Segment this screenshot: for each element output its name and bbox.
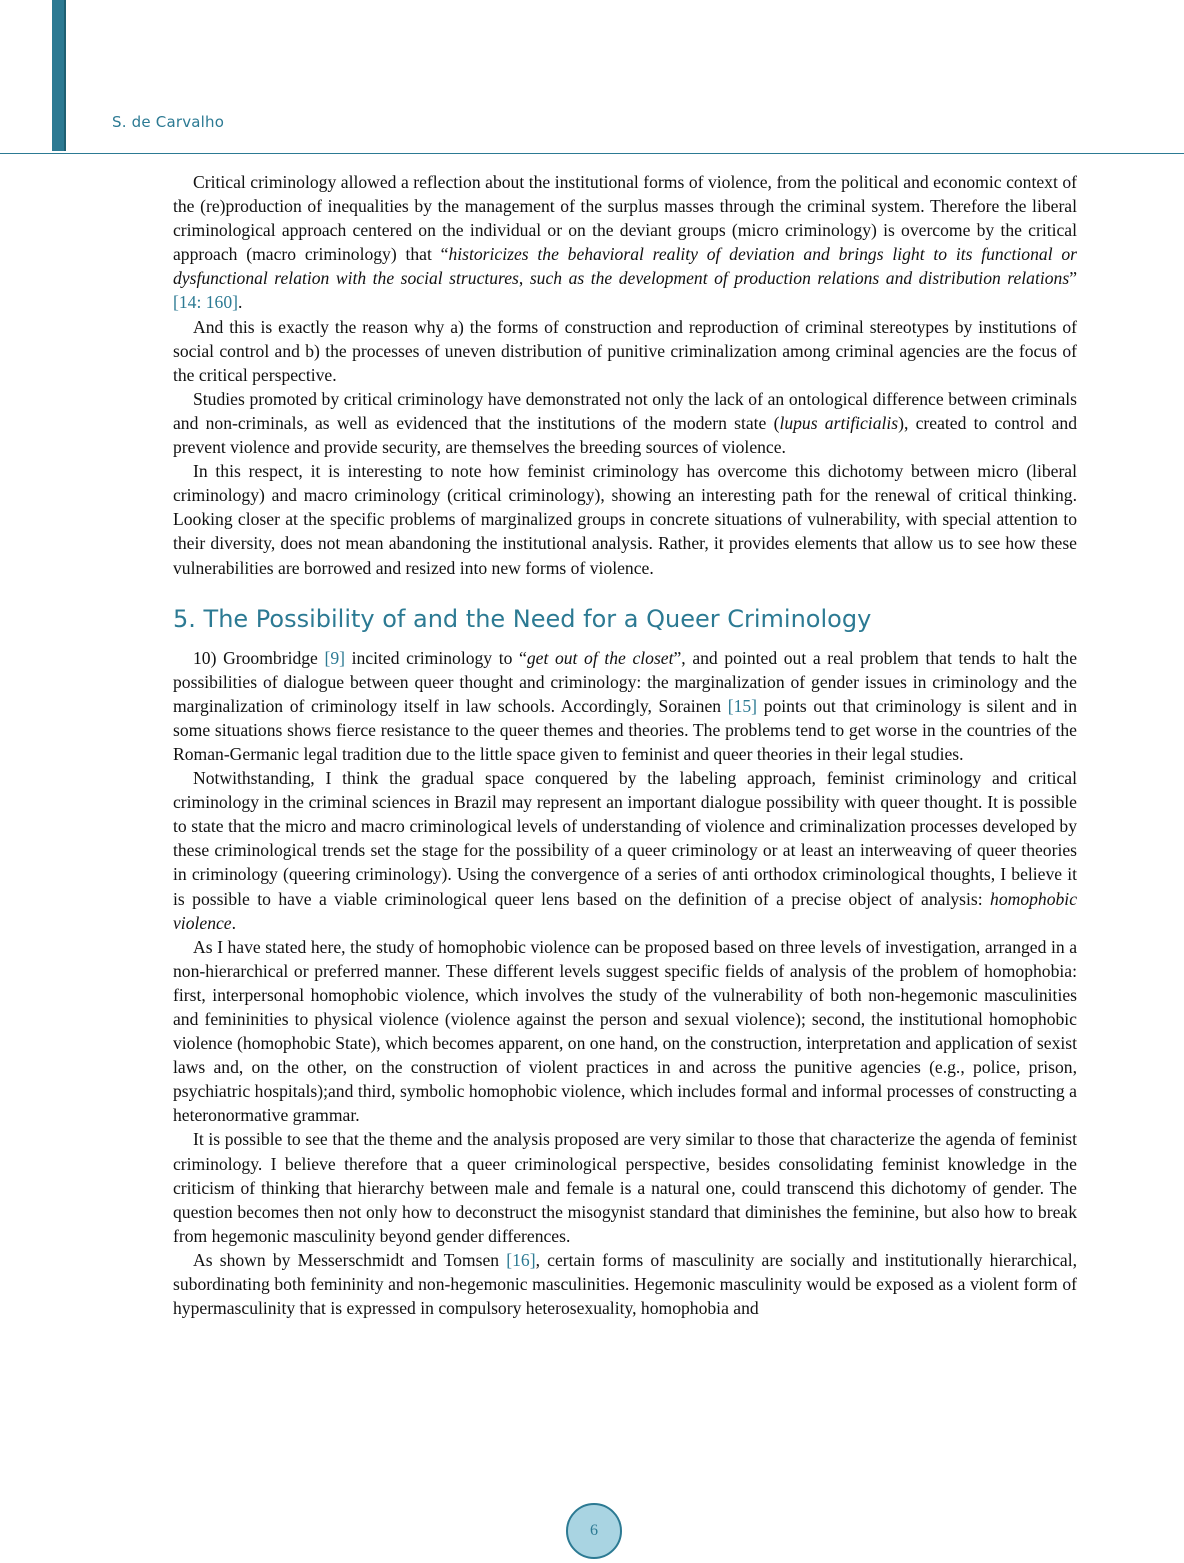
paragraph-critical-criminology bbox=[173, 170, 1077, 315]
italic-term: lupus artificialis bbox=[779, 412, 899, 433]
citation-link[interactable]: [15] bbox=[727, 695, 758, 716]
paragraph-notwithstanding bbox=[173, 766, 1077, 935]
text-run: ” bbox=[1069, 268, 1078, 289]
italic-term: homophobic violence bbox=[173, 888, 1077, 933]
paragraph-three-levels: As I have stated here, the study of homophobic violence can be proposed based on three levels of investigation, arranged in a non-hierarchical or preferred manner. These different levels suggest specific fields of analysis of the problem of homophobia: first, interpersonal homophobic violence, which involves the study of the vulnerability of both non-hegemonic masculinities and femininities to physical violence (violence against the person and sexual violence); second, the institutional homophobic violence (homophobic State), which becomes apparent, on one hand, on the construction, interpretation and application of sexist laws and, on the other, on the construction of violent practices in and across the punitive agencies (e.g., police, prison, psychiatric hospitals);and third, symbolic homophobic violence, which includes formal and informal processes of constructing a heteronormative grammar. bbox=[173, 936, 1077, 1126]
paragraph-feminist-agenda: It is possible to see that the theme and the analysis proposed are very similar to those that characterize the agenda of feminist criminology. I believe therefore that a queer criminological perspective, besides consolidating feminist knowledge in the criticism of thinking that hierarchy between male and female is a natural one, could transcend this dichotomy of gender. The question becomes then not only how to deconstruct the misogynist standard that diminishes the feminine, but also how to break from hegemonic masculinity beyond gender differences. bbox=[173, 1129, 1077, 1246]
section-heading: 5. The Possibility of and the Need for a Queer Criminology bbox=[173, 604, 872, 633]
page-number-badge: 6 bbox=[566, 1503, 622, 1559]
text-run: ), created to control and prevent violence and provide security, are themselves the breeding sources of violence. bbox=[173, 412, 1077, 458]
citation-link[interactable]: [14: 160] bbox=[173, 292, 238, 313]
text-run: incited criminology to “ bbox=[345, 647, 527, 668]
text-run: , bbox=[518, 268, 530, 289]
text-run: ”, and pointed out a real problem that tends to halt the possibilities of dialogue between queer thought and criminology: the marginalization of gender issues in criminology and the marginalization of criminology itself in law schools. Accordingly, Sorainen bbox=[173, 647, 1078, 716]
paragraph-groombridge bbox=[173, 646, 1077, 766]
text-run: . bbox=[231, 912, 237, 933]
text-run: As shown by Messerschmidt and Tomsen bbox=[193, 1249, 507, 1270]
paragraph-hegemonic-masculinity bbox=[173, 1248, 1077, 1320]
paragraph-critical-perspective: And this is exactly the reason why a) the forms of construction and reproduction of criminal stereotypes by institutions of social control and b) the processes of uneven distribution of punitive criminalization among criminal agencies are the focus of the critical perspective. bbox=[173, 316, 1077, 385]
italic-quote: get out of the closet bbox=[526, 647, 674, 668]
citation-link[interactable]: [16] bbox=[506, 1249, 536, 1270]
running-head-author: S. de Carvalho bbox=[112, 113, 225, 131]
header-rule bbox=[0, 153, 1184, 154]
paragraph-ontological-difference bbox=[173, 387, 1077, 459]
text-run: , certain forms of masculinity are socially and institutionally hierarchical, subordinating both femininity and non-hegemonic masculinities. Hegemonic masculinity would be exposed as a violent form of hypermasculinity that is expressed in compulsory heterosexuality, homophobia and bbox=[173, 1249, 1078, 1319]
text-run: . bbox=[238, 292, 243, 313]
paragraph-feminist-criminology: In this respect, it is interesting to note how feminist criminology has overcome this dichotomy between micro (liberal criminology) and macro criminology (critical criminology), showing an interesting path for the renewal of critical thinking. Looking closer at the specific problems of marginalized groups in concrete situations of vulnerability, with special attention to their diversity, does not mean abandoning the institutional analysis. Rather, it provides elements that allow us to see how these vulnerabilities are borrowed and resized into new forms of violence. bbox=[173, 461, 1077, 578]
italic-quote: historicizes the behavioral reality of deviation and brings light to its functional or dysfunctional relation with the social structures bbox=[173, 244, 1077, 289]
article-body bbox=[173, 170, 1077, 1320]
header-accent-bar bbox=[52, 0, 66, 151]
text-run: Studies promoted by critical criminology have demonstrated not only the lack of an ontological difference between criminals and non-criminals, as well as evidenced that the institutions of the modern state ( bbox=[173, 388, 1077, 433]
italic-quote: such as the development of production relations and distribution relations bbox=[529, 268, 1070, 289]
text-run: 10) Groombridge bbox=[193, 647, 325, 668]
citation-link[interactable]: [9] bbox=[324, 647, 345, 668]
text-run: points out that criminology is silent and in some situations shows fierce resistance to the queer themes and theories. The problems tend to get worse in the countries of the Roman-Germanic legal tradition due to the little space given to feminist and queer theories in their legal studies. bbox=[173, 695, 1077, 764]
text-run: Critical criminology allowed a reflection about the institutional forms of violence, from the political and economic context of the (re)production of inequalities by the management of the surplus masses through the criminal system. Therefore the liberal criminological approach centered on the individual or on the deviant groups (micro criminology) is overcome by the critical approach (macro criminology) that “ bbox=[173, 172, 1077, 265]
text-run: Notwithstanding, I think the gradual space conquered by the labeling approach, feminist criminology and critical criminology in the criminal sciences in Brazil may represent an important dialogue possibility with queer thought. It is possible to state that the micro and macro criminological levels of understanding of violence and criminalization processes developed by these criminological trends set the stage for the possibility of a queer criminology or at least an interweaving of queer theories in criminology (queering criminology). Using the convergence of a series of anti orthodox criminological thoughts, I believe it is possible to have a viable criminological queer lens based on the definition of a precise object of analysis: bbox=[173, 768, 1077, 909]
